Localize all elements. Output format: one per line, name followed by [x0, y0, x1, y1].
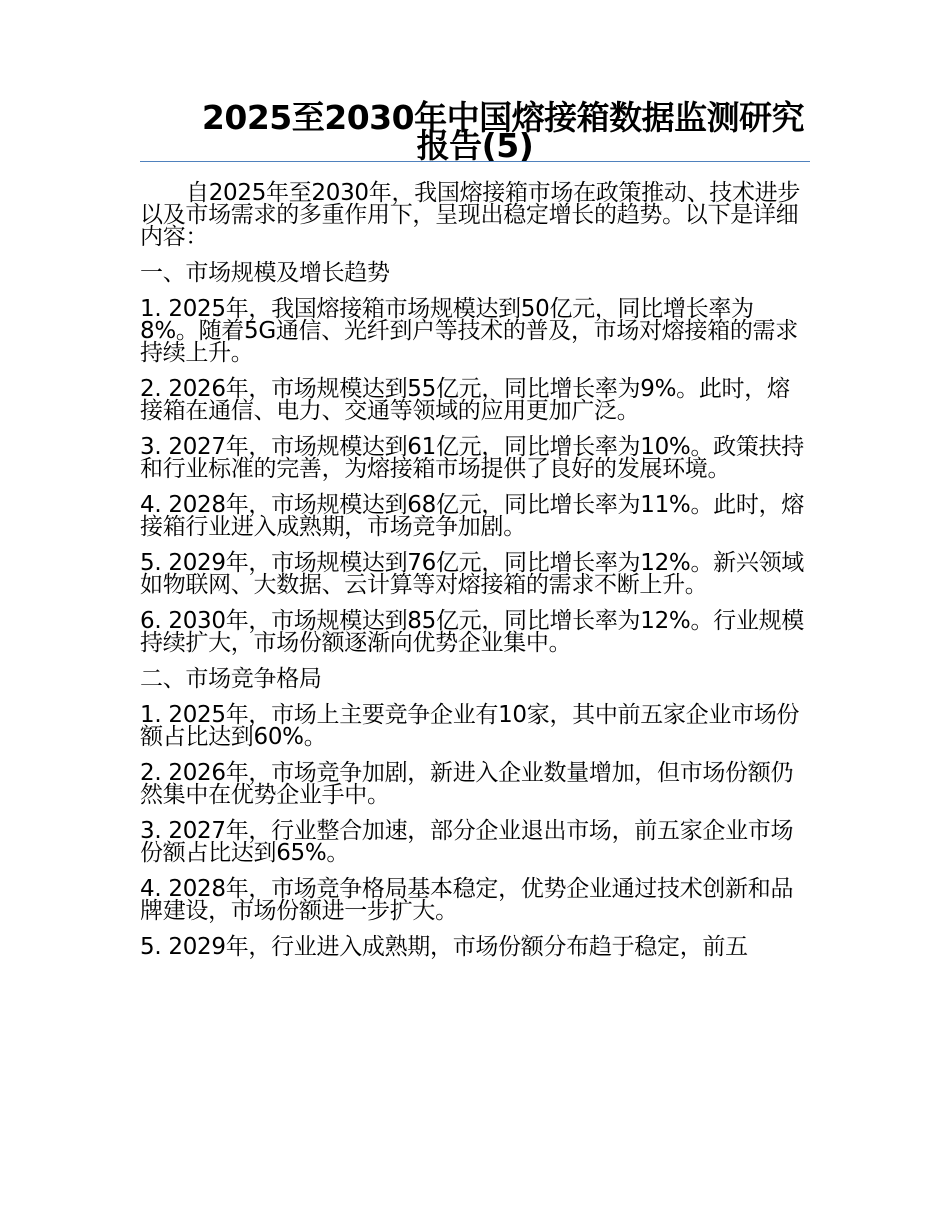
competition-item-5: 5. 2029年，行业进入成熟期，市场份额分布趋于稳定，前五 [140, 934, 748, 960]
document-body [140, 182, 812, 972]
intro-paragraph: 自2025年至2030年，我国熔接箱市场在政策推动、技术进步以及市场需求的多重作用下，呈现出稳定增长的趋势。以下是详细内容： [140, 180, 801, 250]
market-size-item-5: 5. 2029年，市场规模达到76亿元，同比增长率为12%。新兴领域如物联网、大数据、云计算等对熔接箱的需求不断上升。 [140, 550, 804, 598]
competition-item-3: 3. 2027年，行业整合加速，部分企业退出市场，前五家企业市场份额占比达到65%。 [140, 818, 794, 866]
competition-item-1: 1. 2025年，市场上主要竞争企业有10家，其中前五家企业市场份额占比达到60%。 [140, 702, 800, 750]
market-size-item-1: 1. 2025年，我国熔接箱市场规模达到50亿元，同比增长率为8%。随着5G通信、光纤到户等技术的普及，市场对熔接箱的需求持续上升。 [140, 296, 798, 366]
competition-item-2: 2. 2026年，市场竞争加剧，新进入企业数量增加，但市场份额仍然集中在优势企业手中。 [140, 760, 794, 808]
title-underline [140, 161, 810, 162]
document-title: 2025至2030年中国熔接箱数据监测研究报告(5) [201, 98, 805, 165]
section-heading-market-size: 一、市场规模及增长趋势 [140, 260, 390, 286]
section-heading-competition: 二、市场竞争格局 [140, 666, 322, 692]
competition-item-4: 4. 2028年，市场竞争格局基本稳定，优势企业通过技术创新和品牌建设，市场份额进一步扩大。 [140, 876, 794, 924]
market-size-item-2: 2. 2026年，市场规模达到55亿元，同比增长率为9%。此时，熔接箱在通信、电力、交通等领域的应用更加广泛。 [140, 376, 790, 424]
market-size-item-6: 6. 2030年，市场规模达到85亿元，同比增长率为12%。行业规模持续扩大，市场份额逐渐向优势企业集中。 [140, 608, 804, 656]
market-size-item-3: 3. 2027年，市场规模达到61亿元，同比增长率为10%。政策扶持和行业标准的完善，为熔接箱市场提供了良好的发展环境。 [140, 434, 804, 482]
market-size-item-4: 4. 2028年，市场规模达到68亿元，同比增长率为11%。此时，熔接箱行业进入成熟期，市场竞争加剧。 [140, 492, 804, 540]
